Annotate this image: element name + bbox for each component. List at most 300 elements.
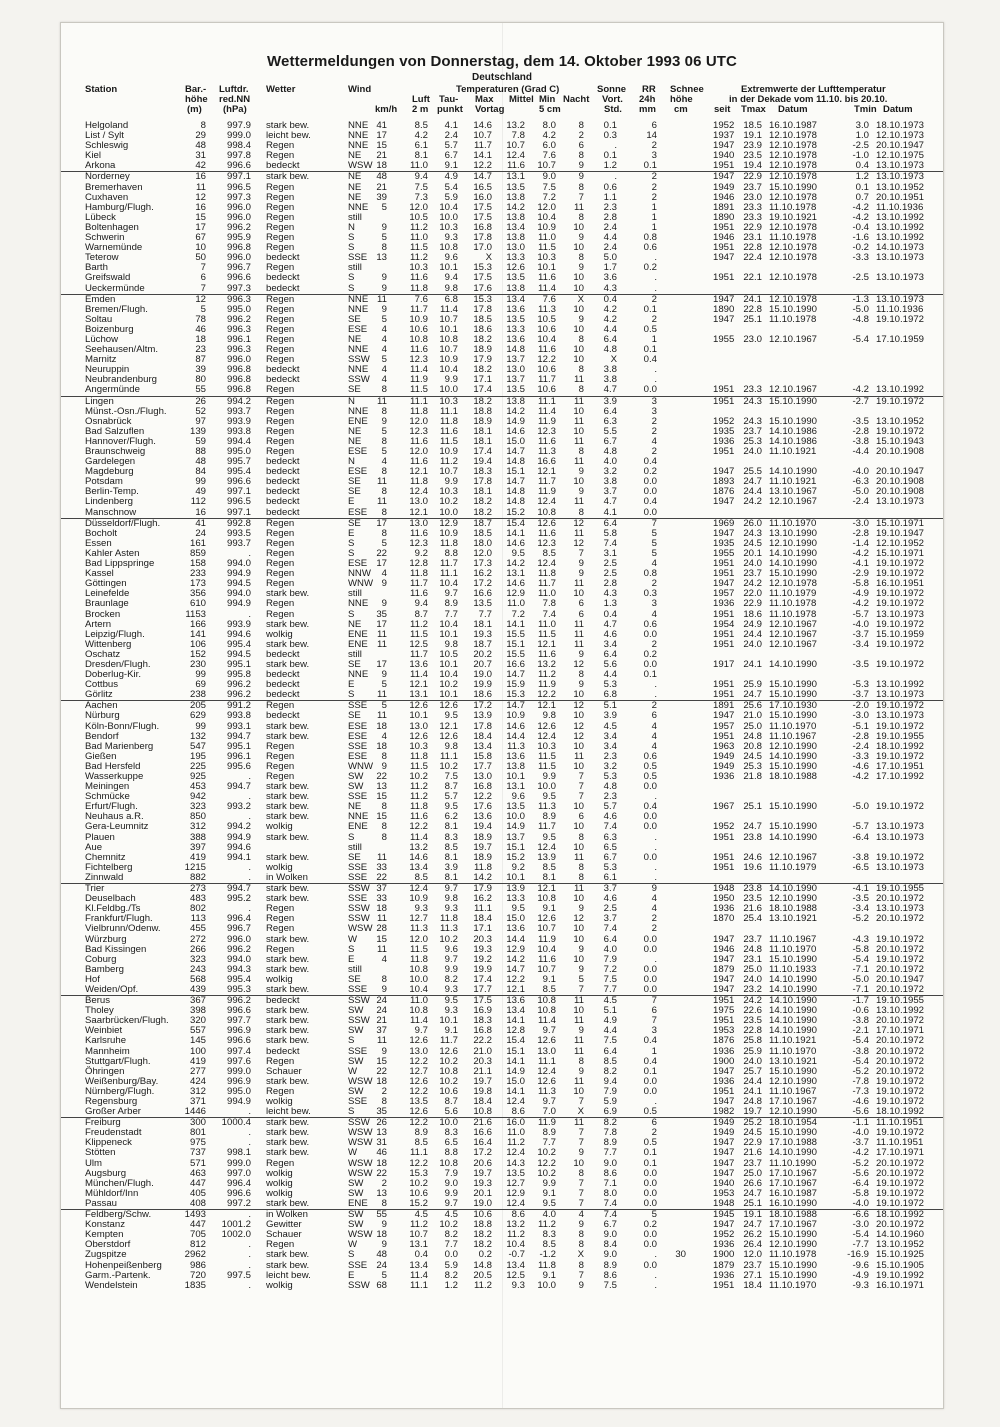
- cell-since: 1879: [713, 1259, 735, 1271]
- cell-elevation: 408: [189, 1197, 206, 1209]
- cell-temp-air: 11.7: [410, 648, 428, 660]
- cell-elevation: 16: [195, 506, 206, 518]
- cell-temp-max: 20.2: [473, 648, 492, 660]
- cell-tmax: 24.2: [743, 995, 762, 1007]
- cell-temp-max: 17.6: [473, 282, 492, 294]
- cell-wind-dir: ESE: [348, 750, 368, 762]
- cell-since: 1951: [713, 1085, 735, 1097]
- cell-temp-mean: 12.4: [506, 1197, 525, 1209]
- cell-tmin: -3.8: [852, 1045, 869, 1057]
- table-row: [61, 873, 943, 883]
- cell-wind-dir: SSW: [348, 913, 370, 925]
- cell-dewpoint: 10.0: [439, 506, 458, 518]
- cell-temp-min: 10.0: [537, 781, 556, 793]
- cell-sunshine: 0.4: [603, 608, 617, 620]
- cell-temp-min: 9.7: [542, 1096, 556, 1107]
- cell-dewpoint: 5.7: [444, 791, 458, 803]
- cell-temp-max: 16.2: [473, 893, 492, 905]
- cell-wind-speed: 18: [376, 1229, 387, 1241]
- cell-sunshine: 4.8: [603, 781, 617, 793]
- cell-pressure: 993.2: [226, 801, 251, 813]
- table-row: [61, 161, 943, 171]
- cell-dewpoint: 10.4: [439, 364, 458, 376]
- cell-pressure: 997.0: [226, 1167, 251, 1179]
- cell-temp-max: 15.8: [473, 750, 492, 762]
- cell-temp-min: 12.6: [537, 517, 556, 529]
- cell-elevation: 737: [189, 1147, 206, 1159]
- cell-tmax: 26.6: [743, 1177, 762, 1189]
- cell-sunshine: 0.1: [603, 120, 617, 131]
- cell-temp-max: 14.6: [473, 120, 492, 131]
- cell-tmax: 24.5: [743, 537, 762, 549]
- cell-pressure: 1000.4: [221, 1117, 251, 1129]
- cell-temp-min: 10.6: [537, 384, 556, 396]
- cell-temp-air: 13.0: [409, 720, 428, 732]
- cell-sunshine: 4.3: [603, 282, 617, 294]
- cell-since: 1982: [713, 1106, 735, 1118]
- cell-sunshine: 4.2: [603, 303, 617, 315]
- cell-temp-max: 17.4: [473, 973, 492, 985]
- cell-temp-air: 14.6: [409, 851, 428, 863]
- cell-wind-dir: W: [348, 1147, 358, 1159]
- cell-dewpoint: 10.4: [439, 578, 458, 590]
- cell-tmin-date: 13.10.1992: [876, 679, 925, 691]
- cell-temp-min: 10.6: [537, 364, 556, 376]
- cell-since: 1946: [713, 191, 735, 203]
- cell-temp-mean: 13.8: [506, 760, 525, 772]
- cell-wind-dir: W: [348, 1065, 358, 1077]
- cell-tmin: -4.9: [852, 1269, 869, 1281]
- cell-pressure: 997.1: [226, 486, 251, 498]
- cell-temp-max: 16.0: [473, 191, 492, 203]
- cell-tmin: -7.3: [852, 1085, 869, 1097]
- cell-wind-dir: N: [348, 221, 355, 233]
- cell-tmin: -4.1: [852, 558, 869, 570]
- cell-weather: Regen: [266, 446, 295, 457]
- cell-pressure: 995.0: [226, 1085, 251, 1097]
- cell-tmax-date: 14.10.1990: [769, 883, 818, 895]
- cell-sunshine: 3.7: [603, 486, 617, 498]
- cell-temp-air: 12.5: [409, 638, 428, 650]
- cell-wind-speed: 13: [376, 781, 387, 793]
- cell-elevation: 67: [195, 232, 206, 244]
- cell-tmin-date: 17.10.1951: [876, 760, 925, 772]
- cell-tmax-date: 12.10.1967: [769, 496, 818, 508]
- cell-precip: 0.0: [643, 933, 657, 945]
- cell-temp-air: 10.8: [409, 333, 428, 345]
- cell-since: 1947: [713, 1147, 735, 1159]
- cell-temp-mean: 14.6: [506, 720, 525, 732]
- cell-temp-air: 12.2: [409, 1055, 428, 1067]
- cell-pressure: 996.8: [226, 374, 251, 386]
- cell-temp-min: 8.1: [542, 871, 556, 883]
- cell-pressure: 994.7: [226, 730, 251, 742]
- cell-temp-air: 11.6: [410, 272, 428, 284]
- cell-temp-air: 11.6: [410, 456, 428, 468]
- cell-sunshine: 3.7: [603, 913, 617, 925]
- cell-elevation: 16: [195, 201, 206, 213]
- cell-dewpoint: 11.3: [440, 923, 458, 935]
- cell-precip: 5: [651, 1209, 657, 1221]
- cell-tmax: 24.3: [743, 395, 762, 407]
- cell-min-5cm: 8: [578, 871, 584, 883]
- cell-sunshine: 3.2: [603, 760, 617, 772]
- cell-sunshine: 4.4: [603, 669, 617, 681]
- cell-temp-min: 12.3: [537, 537, 556, 549]
- cell-elevation: 925: [189, 771, 206, 782]
- cell-wind-speed: 4: [381, 953, 387, 965]
- cell-tmin-date: 13.10.1973: [876, 608, 925, 620]
- cell-station: Düsseldorf/Flugh.: [85, 517, 161, 529]
- cell-tmax-date: 11.10.1970: [769, 517, 817, 529]
- cell-wind-dir: SW: [348, 1219, 364, 1231]
- cell-precip: 7: [651, 995, 657, 1007]
- cell-temp-air: 11.5: [410, 384, 428, 396]
- cell-min-5cm: 8: [578, 252, 584, 264]
- cell-temp-air: 11.5: [410, 242, 428, 254]
- cell-tmax-date: 16.10.1987: [769, 120, 818, 131]
- cell-station: Zugspitze: [85, 1249, 127, 1261]
- cell-temp-mean: 10.9: [506, 710, 525, 722]
- cell-elevation: 1446: [184, 1106, 206, 1118]
- cell-sunshine: 6.7: [603, 851, 617, 863]
- cell-weather: stark bew.: [266, 1259, 310, 1271]
- cell-tmax-date: 15.10.1990: [769, 1065, 818, 1077]
- cell-dewpoint: 5.9: [444, 191, 458, 203]
- cell-elevation: 238: [189, 689, 206, 701]
- cell-wind-dir: E: [348, 527, 355, 539]
- cell-min-5cm: 8: [578, 384, 584, 396]
- cell-temp-air: 11.0: [410, 160, 428, 172]
- cell-min-5cm: 8: [578, 669, 584, 681]
- cell-wind-dir: E: [348, 953, 355, 965]
- cell-temp-air: 12.3: [409, 354, 428, 366]
- cell-since: 1879: [713, 963, 735, 975]
- cell-wind-dir: SSE: [348, 791, 368, 803]
- cell-wind-speed: 5: [381, 700, 387, 712]
- cell-station: Cottbus: [85, 679, 119, 691]
- cell-min-5cm: 10: [573, 323, 584, 335]
- cell-temp-air: 8.5: [414, 1137, 428, 1149]
- cell-temp-air: 11.6: [410, 344, 428, 356]
- cell-station: Cuxhaven: [85, 191, 129, 203]
- cell-min-5cm: 11: [574, 750, 584, 762]
- cell-sunshine: 4.1: [603, 506, 617, 518]
- cell-min-5cm: 8: [578, 446, 584, 457]
- cell-wind-speed: 5: [381, 313, 387, 325]
- cell-dewpoint: 12.6: [439, 700, 458, 712]
- cell-tmin-date: 19.10.1972: [876, 720, 925, 732]
- cell-station: Seehausen/Altm.: [85, 344, 159, 356]
- cell-weather: Regen: [266, 181, 295, 193]
- cell-station: Doberlug-Kir.: [85, 669, 141, 681]
- cell-tmax: 23.7: [743, 425, 762, 437]
- cell-tmin: -4.2: [852, 547, 869, 559]
- cell-tmin-date: 17.10.1959: [876, 333, 925, 345]
- cell-wind-dir: S: [348, 1249, 355, 1261]
- cell-tmin-date: 18.10.1992: [876, 1106, 925, 1118]
- cell-pressure: 996.2: [226, 221, 251, 233]
- cell-temp-max: 19.3: [473, 628, 492, 640]
- cell-temp-max: 18.4: [473, 1096, 492, 1107]
- cell-tmin-date: 20.10.1908: [876, 486, 925, 498]
- cell-tmin-date: 19.10.1947: [876, 527, 925, 539]
- cell-precip: 0.0: [643, 384, 657, 396]
- cell-temp-min: 10.4: [537, 943, 556, 955]
- cell-wind-speed: 11: [377, 395, 387, 407]
- cell-elevation: 6: [200, 272, 206, 284]
- cell-temp-air: 11.8: [410, 476, 428, 488]
- cell-elevation: 26: [195, 395, 206, 407]
- cell-pressure: 997.2: [226, 1197, 251, 1209]
- cell-dewpoint: 12.6: [439, 730, 458, 742]
- cell-since: 1891: [713, 201, 735, 213]
- cell-dewpoint: 9.7: [444, 588, 458, 600]
- cell-wind-dir: S: [348, 943, 355, 955]
- cell-temp-air: 9.4: [414, 598, 428, 610]
- cell-wind-speed: 11: [377, 689, 387, 701]
- cell-wind-speed: 18: [376, 1157, 387, 1169]
- cell-temp-air: 12.1: [409, 506, 428, 518]
- cell-wind-dir: still: [348, 211, 362, 223]
- cell-sunshine: 4.7: [603, 618, 617, 630]
- cell-temp-max: 13.6: [473, 811, 492, 823]
- cell-pressure: 996.5: [226, 181, 251, 193]
- cell-since: 1951: [713, 160, 735, 172]
- cell-sunshine: 3.8: [603, 364, 617, 376]
- cell-station: Soltau: [85, 313, 113, 325]
- cell-temp-max: 19.7: [473, 1075, 492, 1087]
- cell-temp-air: 11.8: [410, 750, 428, 762]
- cell-tmin: -3.0: [852, 1219, 869, 1231]
- cell-tmin: -2.1: [852, 1025, 869, 1037]
- cell-tmin-date: 19.10.1955: [876, 883, 925, 895]
- cell-dewpoint: 6.8: [444, 293, 458, 305]
- cell-pressure: 997.5: [226, 1269, 251, 1281]
- cell-since: 1947: [713, 1065, 735, 1077]
- cell-dewpoint: 4.9: [444, 171, 458, 183]
- cell-elevation: 975: [189, 1137, 206, 1149]
- cell-weather: bedeckt: [266, 669, 300, 681]
- cell-station: Augsburg: [85, 1167, 127, 1179]
- cell-weather: Regen: [266, 323, 295, 335]
- cell-wind-speed: 5: [381, 537, 387, 549]
- cell-tmax: 26.0: [743, 517, 762, 529]
- cell-pressure: 993.7: [226, 405, 251, 417]
- cell-since: 1951: [713, 608, 735, 620]
- cell-tmax: 25.6: [743, 700, 762, 712]
- table-row: [61, 365, 943, 375]
- cell-tmin-date: 19.10.1972: [876, 851, 925, 863]
- cell-precip: 4: [651, 730, 657, 742]
- cell-min-5cm: 12: [573, 720, 584, 732]
- cell-wind-speed: 8: [381, 801, 387, 813]
- cell-dewpoint: 9.5: [444, 801, 458, 813]
- cell-temp-min: 9.1: [542, 1187, 556, 1199]
- cell-dewpoint: 12.9: [439, 517, 458, 529]
- cell-min-5cm: 7: [578, 1197, 584, 1209]
- cell-temp-mean: 10.7: [506, 140, 525, 152]
- cell-min-5cm: 11: [574, 618, 584, 630]
- cell-tmin-date: 18.10.1992: [876, 740, 925, 752]
- cell-sunshine: 2.4: [603, 221, 617, 233]
- cell-sunshine: 7.4: [603, 923, 617, 935]
- cell-sunshine: 3.8: [603, 476, 617, 488]
- cell-tmax: 22.9: [743, 171, 762, 183]
- cell-min-5cm: 11: [574, 1117, 584, 1129]
- cell-temp-min: 12.2: [537, 354, 556, 366]
- cell-weather: stark bew.: [266, 618, 310, 630]
- cell-wind-speed: 21: [376, 181, 387, 193]
- cell-since: 1890: [713, 211, 735, 223]
- cell-tmax-date: 12.10.1990: [769, 1075, 818, 1087]
- header-luft3: (hPa): [223, 104, 247, 115]
- cell-temp-max: 19.9: [473, 679, 492, 691]
- cell-temp-air: 12.2: [409, 1117, 428, 1129]
- cell-weather: wolkig: [266, 628, 293, 640]
- cell-station: Tholey: [85, 1005, 114, 1017]
- cell-since: 1967: [713, 801, 735, 813]
- cell-dewpoint: 7.5: [444, 771, 458, 782]
- cell-wind-speed: 22: [376, 547, 387, 559]
- cell-station: Brocken: [85, 608, 121, 620]
- cell-temp-min: 12.4: [537, 1065, 556, 1077]
- cell-tmin-date: 11.10.1951: [876, 1117, 924, 1129]
- cell-temp-mean: 13.3: [506, 893, 525, 905]
- cell-since: 1935: [713, 537, 735, 549]
- cell-elevation: 424: [189, 1075, 206, 1087]
- cell-since: 1951: [713, 861, 735, 873]
- cell-pressure: 994.3: [226, 963, 251, 975]
- cell-sunshine: 0.1: [603, 150, 617, 162]
- cell-temp-mean: 13.7: [506, 374, 525, 386]
- cell-dewpoint: 8.1: [444, 871, 458, 883]
- cell-wind-speed: 31: [376, 1137, 387, 1149]
- cell-weather: Regen: [266, 598, 295, 610]
- cell-tmax: 25.0: [743, 963, 762, 975]
- cell-elevation: 18: [195, 333, 206, 345]
- cell-sunshine: 3.7: [603, 883, 617, 895]
- cell-elevation: 1215: [184, 861, 206, 873]
- cell-dewpoint: 10.2: [439, 1055, 458, 1067]
- header-tmin: Tmin: [854, 104, 877, 115]
- cell-sunshine: 7.2: [603, 963, 617, 975]
- cell-sunshine: 8.6: [603, 1269, 617, 1281]
- cell-temp-mean: 14.8: [506, 344, 525, 356]
- cell-tmax: 24.4: [743, 1075, 762, 1087]
- cell-tmax: 18.4: [743, 1279, 762, 1291]
- cell-station: Dresden/Flugh.: [85, 658, 151, 670]
- header-luft2m: 2 m: [412, 104, 429, 115]
- cell-since: 1936: [713, 1269, 735, 1281]
- cell-dewpoint: 8.9: [444, 598, 458, 610]
- cell-elevation: 69: [195, 679, 206, 691]
- cell-temp-max: 19.4: [473, 456, 492, 468]
- cell-temp-max: 18.7: [473, 517, 492, 529]
- cell-station: Erfurt/Flugh.: [85, 801, 138, 813]
- cell-temp-min: 8.9: [542, 811, 556, 823]
- cell-wind-dir: E: [348, 496, 355, 508]
- cell-temp-min: 12.1: [537, 638, 556, 650]
- cell-weather: Regen: [266, 923, 295, 935]
- cell-wind-speed: 9: [381, 415, 387, 427]
- cell-temp-min: 10.2: [537, 1147, 556, 1159]
- table-row: [61, 1281, 943, 1291]
- cell-weather: stark bew.: [266, 983, 310, 995]
- cell-station: Magdeburg: [85, 466, 134, 478]
- cell-tmax-date: 16.10.1990: [769, 1197, 818, 1209]
- cell-since: 1890: [713, 303, 735, 315]
- cell-tmin-date: 15.10.1959: [876, 628, 925, 640]
- cell-temp-max: 16.5: [473, 181, 492, 193]
- cell-pressure: 998.4: [226, 140, 251, 152]
- cell-pressure: 993.9: [226, 415, 251, 427]
- cell-tmax-date: 16.10.1987: [769, 1187, 818, 1199]
- cell-tmax-date: 12.10.1990: [769, 893, 818, 905]
- cell-dewpoint: 10.4: [439, 201, 458, 213]
- cell-temp-mean: 10.1: [506, 871, 525, 883]
- cell-temp-min: 10.0: [537, 1279, 556, 1291]
- cell-elevation: 99: [195, 720, 206, 732]
- cell-elevation: 568: [189, 973, 206, 985]
- cell-tmin-date: 20.10.1972: [876, 1219, 925, 1231]
- cell-wind-dir: ENE: [348, 821, 368, 833]
- cell-wind-dir: SSE: [348, 740, 368, 752]
- cell-wind-speed: 33: [376, 893, 387, 905]
- cell-tmin-date: 20.10.1972: [876, 1055, 925, 1067]
- cell-elevation: 97: [195, 415, 206, 427]
- cell-tmax: 24.8: [743, 1096, 762, 1107]
- cell-temp-air: 11.5: [410, 760, 428, 772]
- cell-station: Kahler Asten: [85, 547, 140, 559]
- cell-wind-speed: 5: [381, 679, 387, 691]
- cell-dewpoint: 8.1: [444, 821, 458, 833]
- cell-tmin: -3.0: [852, 710, 869, 722]
- cell-min-5cm: 9: [578, 262, 584, 274]
- cell-precip: 4: [651, 893, 657, 905]
- cell-tmax: 25.3: [743, 435, 762, 447]
- cell-sunshine: .: [614, 140, 617, 152]
- cell-tmin-date: 19.10.1972: [876, 638, 925, 650]
- cell-temp-mean: 13.5: [506, 272, 525, 284]
- cell-precip: .: [654, 252, 657, 264]
- header-schnee1: Schnee: [670, 84, 704, 95]
- cell-wind-speed: 8: [381, 405, 387, 417]
- cell-wind-speed: 28: [376, 923, 387, 935]
- cell-sunshine: 7.7: [603, 983, 617, 995]
- cell-elevation: 447: [189, 1177, 206, 1189]
- cell-dewpoint: 10.3: [439, 221, 458, 233]
- cell-tmin: -2.5: [852, 272, 869, 284]
- cell-precip: 9: [651, 883, 657, 895]
- cell-tmax-date: 12.10.1967: [769, 384, 818, 396]
- cell-tmin: -5.0: [852, 303, 869, 315]
- cell-station: Regensburg: [85, 1096, 138, 1107]
- cell-min-5cm: 7: [578, 1137, 584, 1149]
- cell-min-5cm: 9: [578, 558, 584, 570]
- cell-temp-max: 12.0: [473, 547, 492, 559]
- cell-temp-max: 21.6: [473, 1117, 492, 1129]
- cell-sunshine: 0.4: [603, 293, 617, 305]
- cell-elevation: 225: [189, 760, 206, 772]
- cell-weather: stark bew.: [266, 811, 310, 823]
- cell-pressure: 999.0: [226, 130, 251, 142]
- table-row: [61, 345, 943, 355]
- cell-temp-min: 9.5: [542, 1197, 556, 1209]
- cell-temp-max: 11.8: [474, 861, 492, 873]
- cell-temp-mean: 11.2: [507, 1229, 525, 1241]
- cell-min-5cm: 7: [578, 1187, 584, 1199]
